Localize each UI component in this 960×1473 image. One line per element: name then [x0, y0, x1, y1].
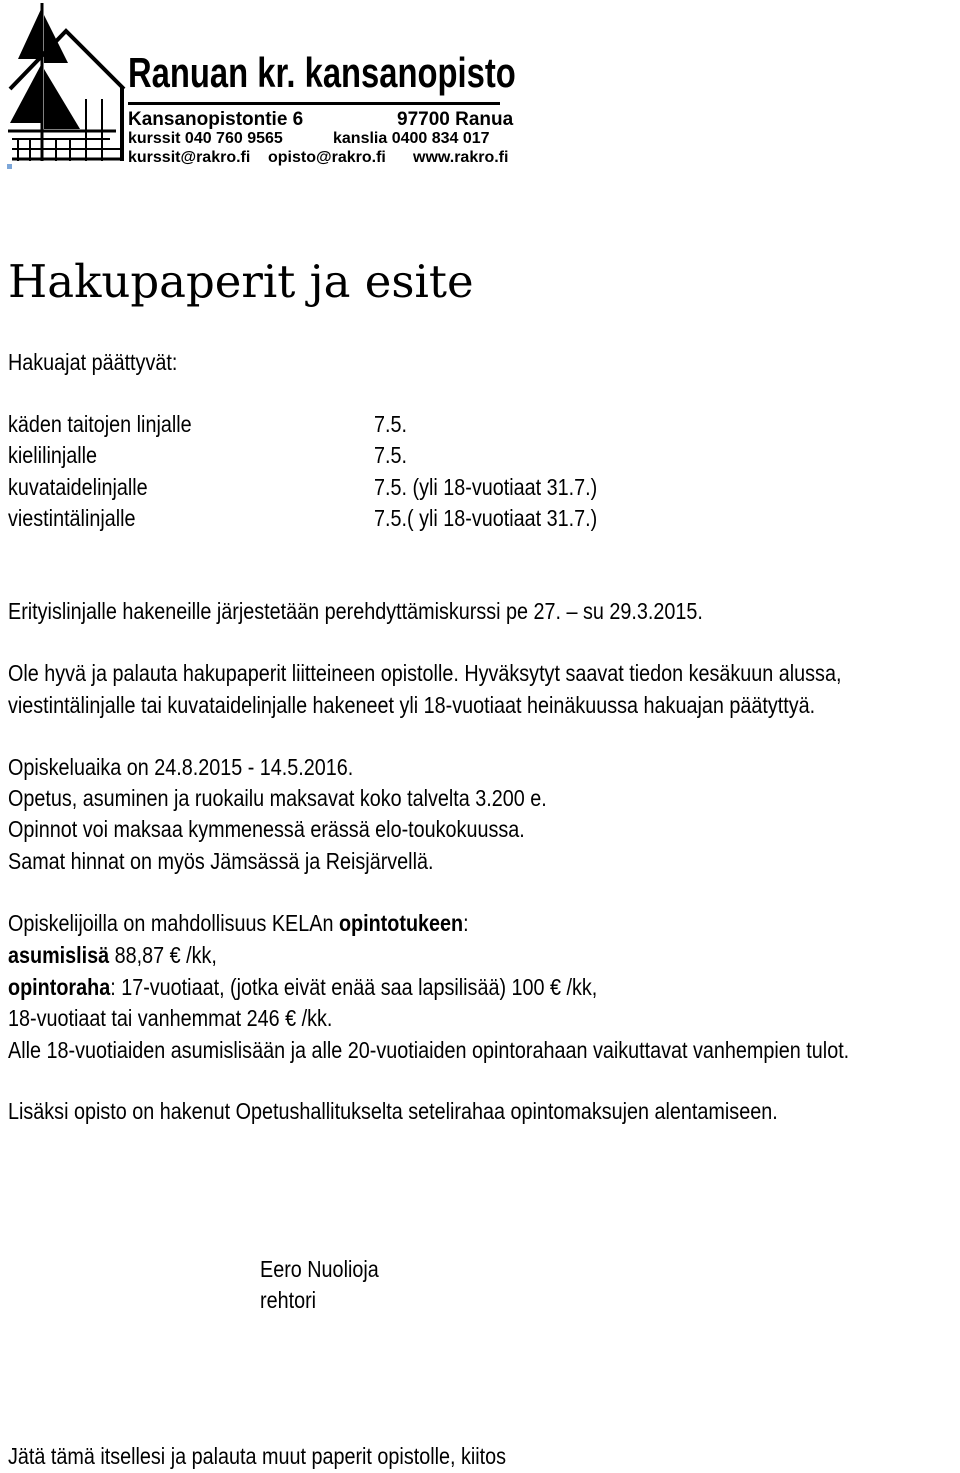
logo-phone-office: kanslia 0400 834 017: [333, 130, 490, 147]
logo-postal: 97700 Ranua: [397, 109, 514, 130]
logo-phone-courses: kurssit 040 760 9565: [128, 130, 283, 147]
school-logo-icon: [6, 3, 130, 163]
deadline-date: 7.5. (yli 18-vuotiaat 31.7.): [374, 474, 598, 500]
housing-label: asumislisä: [8, 942, 110, 968]
support-parents-note: Alle 18-vuotiaiden asumislisään ja alle 20-vuotiaiden opintorahaan vaikuttavat vanhempien tulot.: [8, 1037, 850, 1063]
footer-note: Jätä tämä itsellesi ja palauta muut paperit opistolle, kiitos: [8, 1443, 507, 1469]
special-line-info: Erityislinjalle hakeneille järjestetään perehdyttämiskurssi pe 27. – su 29.3.2015.: [8, 598, 703, 624]
deadlines-heading: Hakuajat päättyvät:: [8, 349, 178, 375]
logo-name: Ranuan kr. kansanopisto: [128, 49, 516, 96]
logo-email-courses: kurssit@rakro.fi: [128, 149, 251, 166]
study-installments: Opinnot voi maksaa kymmenessä erässä elo-toukokuussa.: [8, 816, 525, 842]
study-cost: Opetus, asuminen ja ruokailu maksavat koko talvelta 3.200 e.: [8, 785, 547, 811]
deadline-line: viestintälinjalle: [8, 505, 136, 531]
return-info-line-1: Ole hyvä ja palauta hakupaperit liitteineen opistolle. Hyväksytyt saavat tiedon kesäkuun alussa,: [8, 660, 842, 686]
signature-role: rehtori: [260, 1287, 317, 1313]
housing-value: 88,87 € /kk,: [109, 942, 217, 968]
support-intro: [8, 912, 469, 935]
deadline-date: 7.5.: [374, 411, 408, 437]
deadline-line: kuvataidelinjalle: [8, 474, 148, 500]
return-info-line-2: viestintälinjalle tai kuvataidelinjalle hakeneet yli 18-vuotiaat heinäkuussa hakuajan päätyttyä.: [8, 692, 816, 718]
page-title: Hakupaperit ja esite: [8, 255, 474, 308]
support-intro-text: Opiskelijoilla on mahdollisuus KELAn: [8, 910, 339, 936]
support-housing: [8, 944, 217, 967]
image-placeholder-icon: [7, 164, 12, 169]
voucher-info: Lisäksi opisto on hakenut Opetushallitukselta setelirahaa opintomaksujen alentamiseen.: [8, 1098, 778, 1124]
support-grant: [8, 976, 597, 999]
logo-website: www.rakro.fi: [413, 149, 509, 166]
support-grant-adult: 18-vuotiaat tai vanhemmat 246 € /kk.: [8, 1005, 333, 1031]
study-period: Opiskeluaika on 24.8.2015 - 14.5.2016.: [8, 754, 354, 780]
signature-name: Eero Nuolioja: [260, 1256, 379, 1282]
deadline-line: käden taitojen linjalle: [8, 411, 192, 437]
study-same-prices: Samat hinnat on myös Jämsässä ja Reisjärvellä.: [8, 848, 434, 874]
deadline-date: 7.5.( yli 18-vuotiaat 31.7.): [374, 505, 598, 531]
logo-street: Kansanopistontie 6: [128, 109, 304, 130]
grant-value: : 17-vuotiaat, (jotka eivät enää saa lapsilisää) 100 € /kk,: [110, 974, 598, 1000]
support-intro-colon: :: [463, 910, 469, 936]
grant-label: opintoraha: [8, 974, 111, 1000]
logo-email-office: opisto@rakro.fi: [268, 149, 386, 166]
logo-divider: [128, 102, 500, 105]
deadline-date: 7.5.: [374, 442, 408, 468]
deadline-line: kielilinjalle: [8, 442, 98, 468]
support-intro-bold: opintotukeen: [338, 910, 464, 936]
